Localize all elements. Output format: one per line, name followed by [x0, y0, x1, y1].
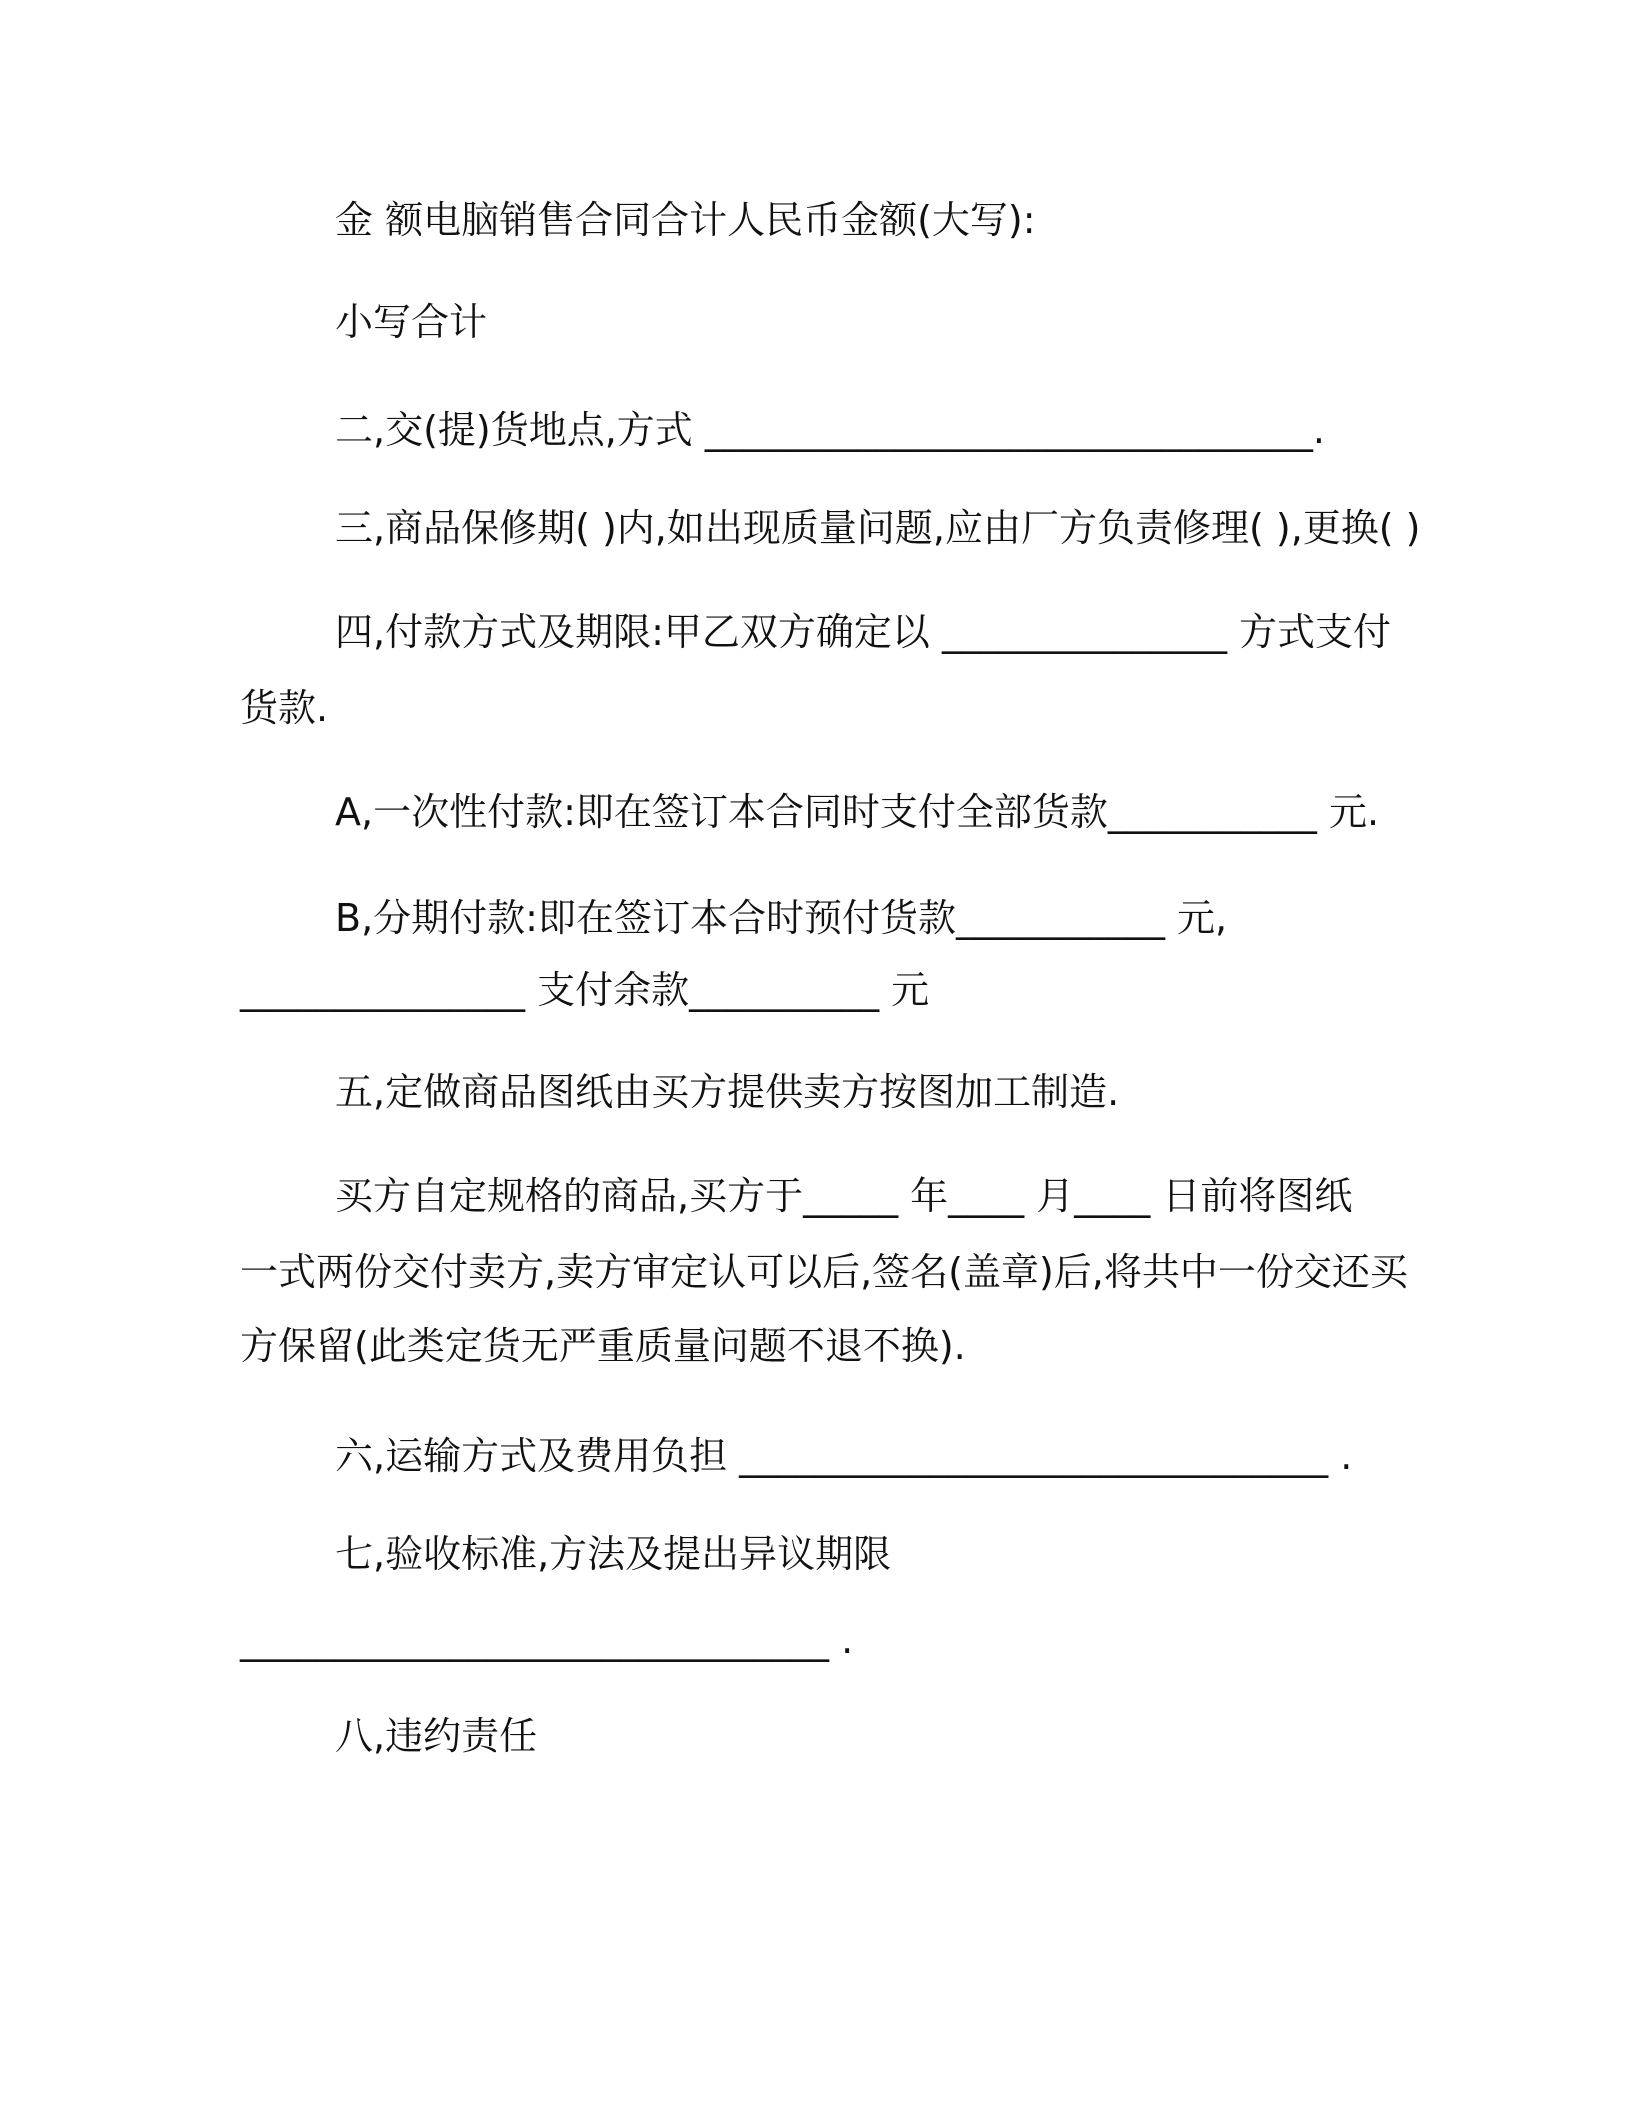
text-line-custom-spec-cont-2: 方保留(此类定货无严重质量问题不退不换). [240, 1324, 966, 1368]
text-line-delivery-location: 二,交(提)货地点,方式 ________________________________. [335, 408, 1325, 452]
text-line-installment-payment-cont: _______________ 支付余款__________ 元 [240, 968, 930, 1012]
text-line-warranty: 三,商品保修期( )内,如出现质量问题,应由厂方负责修理( ),更换( ) [335, 506, 1421, 550]
text-line-one-time-payment: A,一次性付款:即在签订本合同时支付全部货款___________ 元. [335, 790, 1380, 834]
text-line-transport: 六,运输方式及费用负担 _______________________________ . [335, 1434, 1353, 1478]
text-line-custom-spec: 买方自定规格的商品,买方于_____ 年____ 月____ 日前将图纸 [335, 1174, 1353, 1218]
text-line-acceptance: 七,验收标准,方法及提出异议期限 [335, 1532, 892, 1576]
text-line-installment-payment: B,分期付款:即在签订本合时预付货款___________ 元, [335, 896, 1228, 940]
text-line-payment-method-cont: 货款. [240, 686, 329, 730]
text-line-payment-method: 四,付款方式及期限:甲乙双方确定以 _______________ 方式支付 [335, 610, 1392, 654]
text-line-acceptance-cont: _______________________________ . [240, 1618, 854, 1662]
text-line-liability: 八,违约责任 [335, 1714, 538, 1758]
text-line-custom-spec-cont-1: 一式两份交付卖方,卖方审定认可以后,签名(盖章)后,将共中一份交还买 [240, 1250, 1408, 1294]
text-line-small-total: 小写合计 [335, 300, 488, 344]
text-line-amount-total: 金 额电脑销售合同合计人民币金额(大写): [335, 198, 1036, 242]
text-line-custom-drawings: 五,定做商品图纸由买方提供卖方按图加工制造. [335, 1070, 1120, 1114]
